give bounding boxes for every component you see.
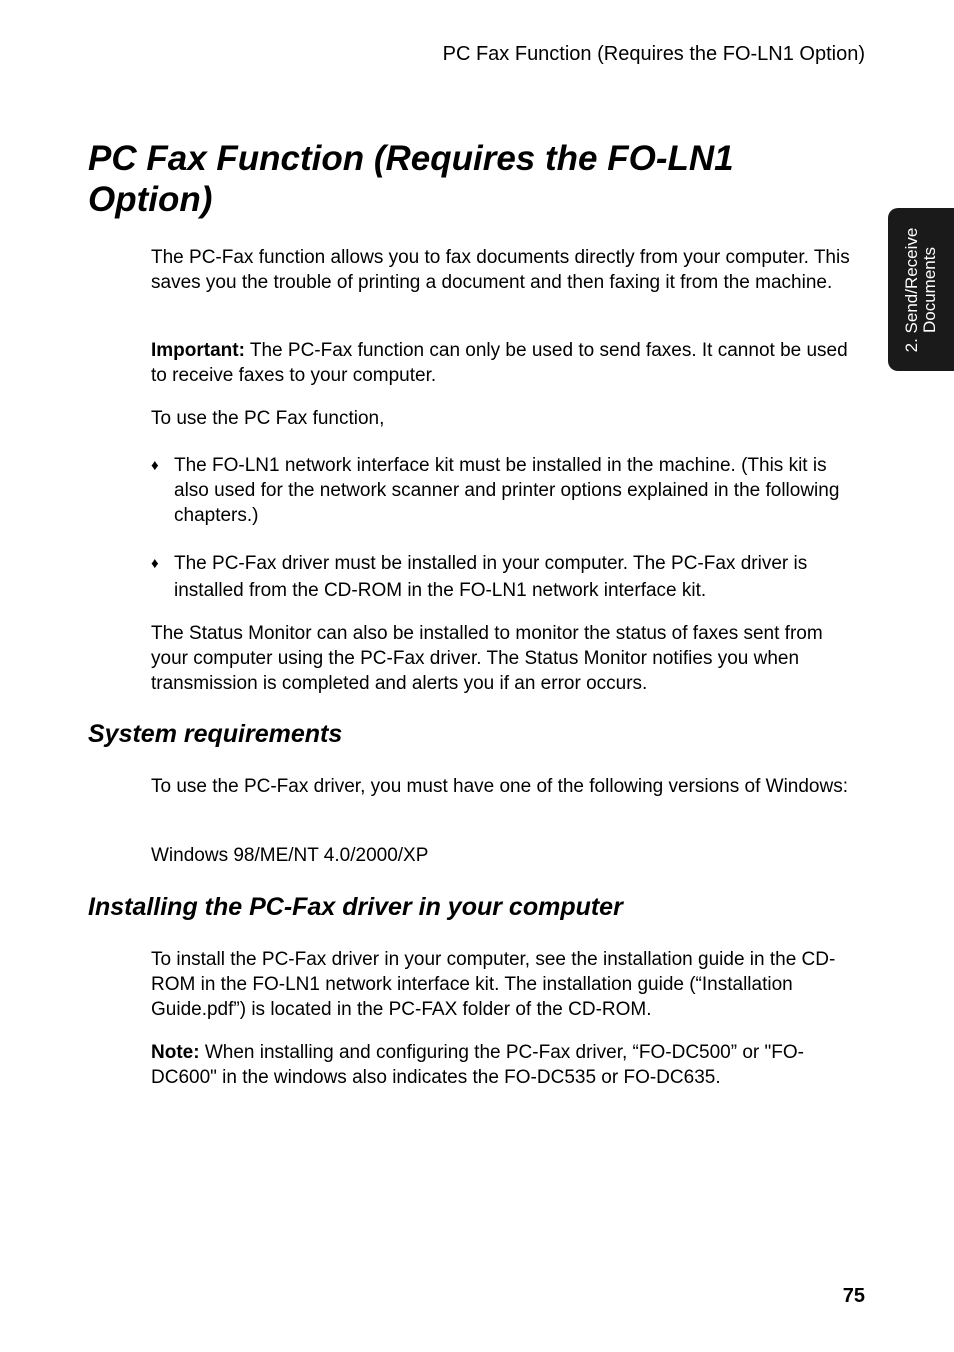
- note-label: Note:: [151, 1042, 200, 1063]
- intro-paragraph: The PC-Fax function allows you to fax documents directly from your computer. This saves you the trouble of printing a document and then faxing it from the machine.: [151, 247, 850, 293]
- important-text: The PC-Fax function can only be used to send faxes. It cannot be used to receive faxes to your computer.: [151, 340, 848, 386]
- note-text: When installing and configuring the PC-Fax driver, “FO-DC500” or "FO-DC600" in the windows also indicates the FO-DC535 or FO-DC635.: [151, 1042, 804, 1088]
- system-requirements-paragraph: To use the PC-Fax driver, you must have one of the following versions of Windows:: [151, 776, 848, 797]
- important-label: Important:: [151, 340, 245, 361]
- bullet-item: [151, 453, 851, 528]
- chapter-tab-label: [903, 209, 939, 372]
- section-heading-system-requirements: System requirements: [88, 720, 343, 748]
- installing-paragraph: To install the PC-Fax driver in your computer, see the installation guide in the CD-ROM in the FO-LN1 network interface kit. The installation guide (“Installation Guide.pdf”) is located in the PC-FAX folder of the CD-ROM.: [151, 949, 836, 1020]
- bullet-text: The PC-Fax driver must be installed in your computer. The PC-Fax driver is installed from the CD-ROM in the FO-LN1 network interface kit.: [174, 553, 808, 601]
- diamond-bullet-icon: ♦: [151, 555, 159, 572]
- page-number: 75: [842, 1285, 865, 1307]
- bullet-item: [151, 550, 851, 604]
- chapter-tab-line-1: 2. Send/Receive: [902, 227, 921, 353]
- diamond-bullet-icon: ♦: [151, 457, 159, 474]
- status-monitor-paragraph: The Status Monitor can also be installed to monitor the status of faxes sent from your computer using the PC-Fax driver. The Status Monitor notifies you when transmission is completed and alerts you if an error occurs.: [151, 623, 823, 694]
- chapter-tab-line-2: Documents: [920, 247, 939, 333]
- bullet-text: The FO-LN1 network interface kit must be installed in the machine. (This kit is also used for the network scanner and printer options explained in the following chapters.): [174, 455, 840, 526]
- running-header: PC Fax Function (Requires the FO-LN1 Option): [442, 43, 865, 65]
- section-heading-installing: Installing the PC-Fax driver in your computer: [88, 893, 623, 921]
- windows-versions: Windows 98/ME/NT 4.0/2000/XP: [151, 845, 429, 866]
- note-paragraph: [151, 1040, 851, 1090]
- chapter-tab: [888, 208, 954, 371]
- lead-in-paragraph: To use the PC Fax function,: [151, 408, 385, 429]
- page-title: PC Fax Function (Requires the FO-LN1 Option): [88, 139, 734, 219]
- important-paragraph: [151, 338, 851, 388]
